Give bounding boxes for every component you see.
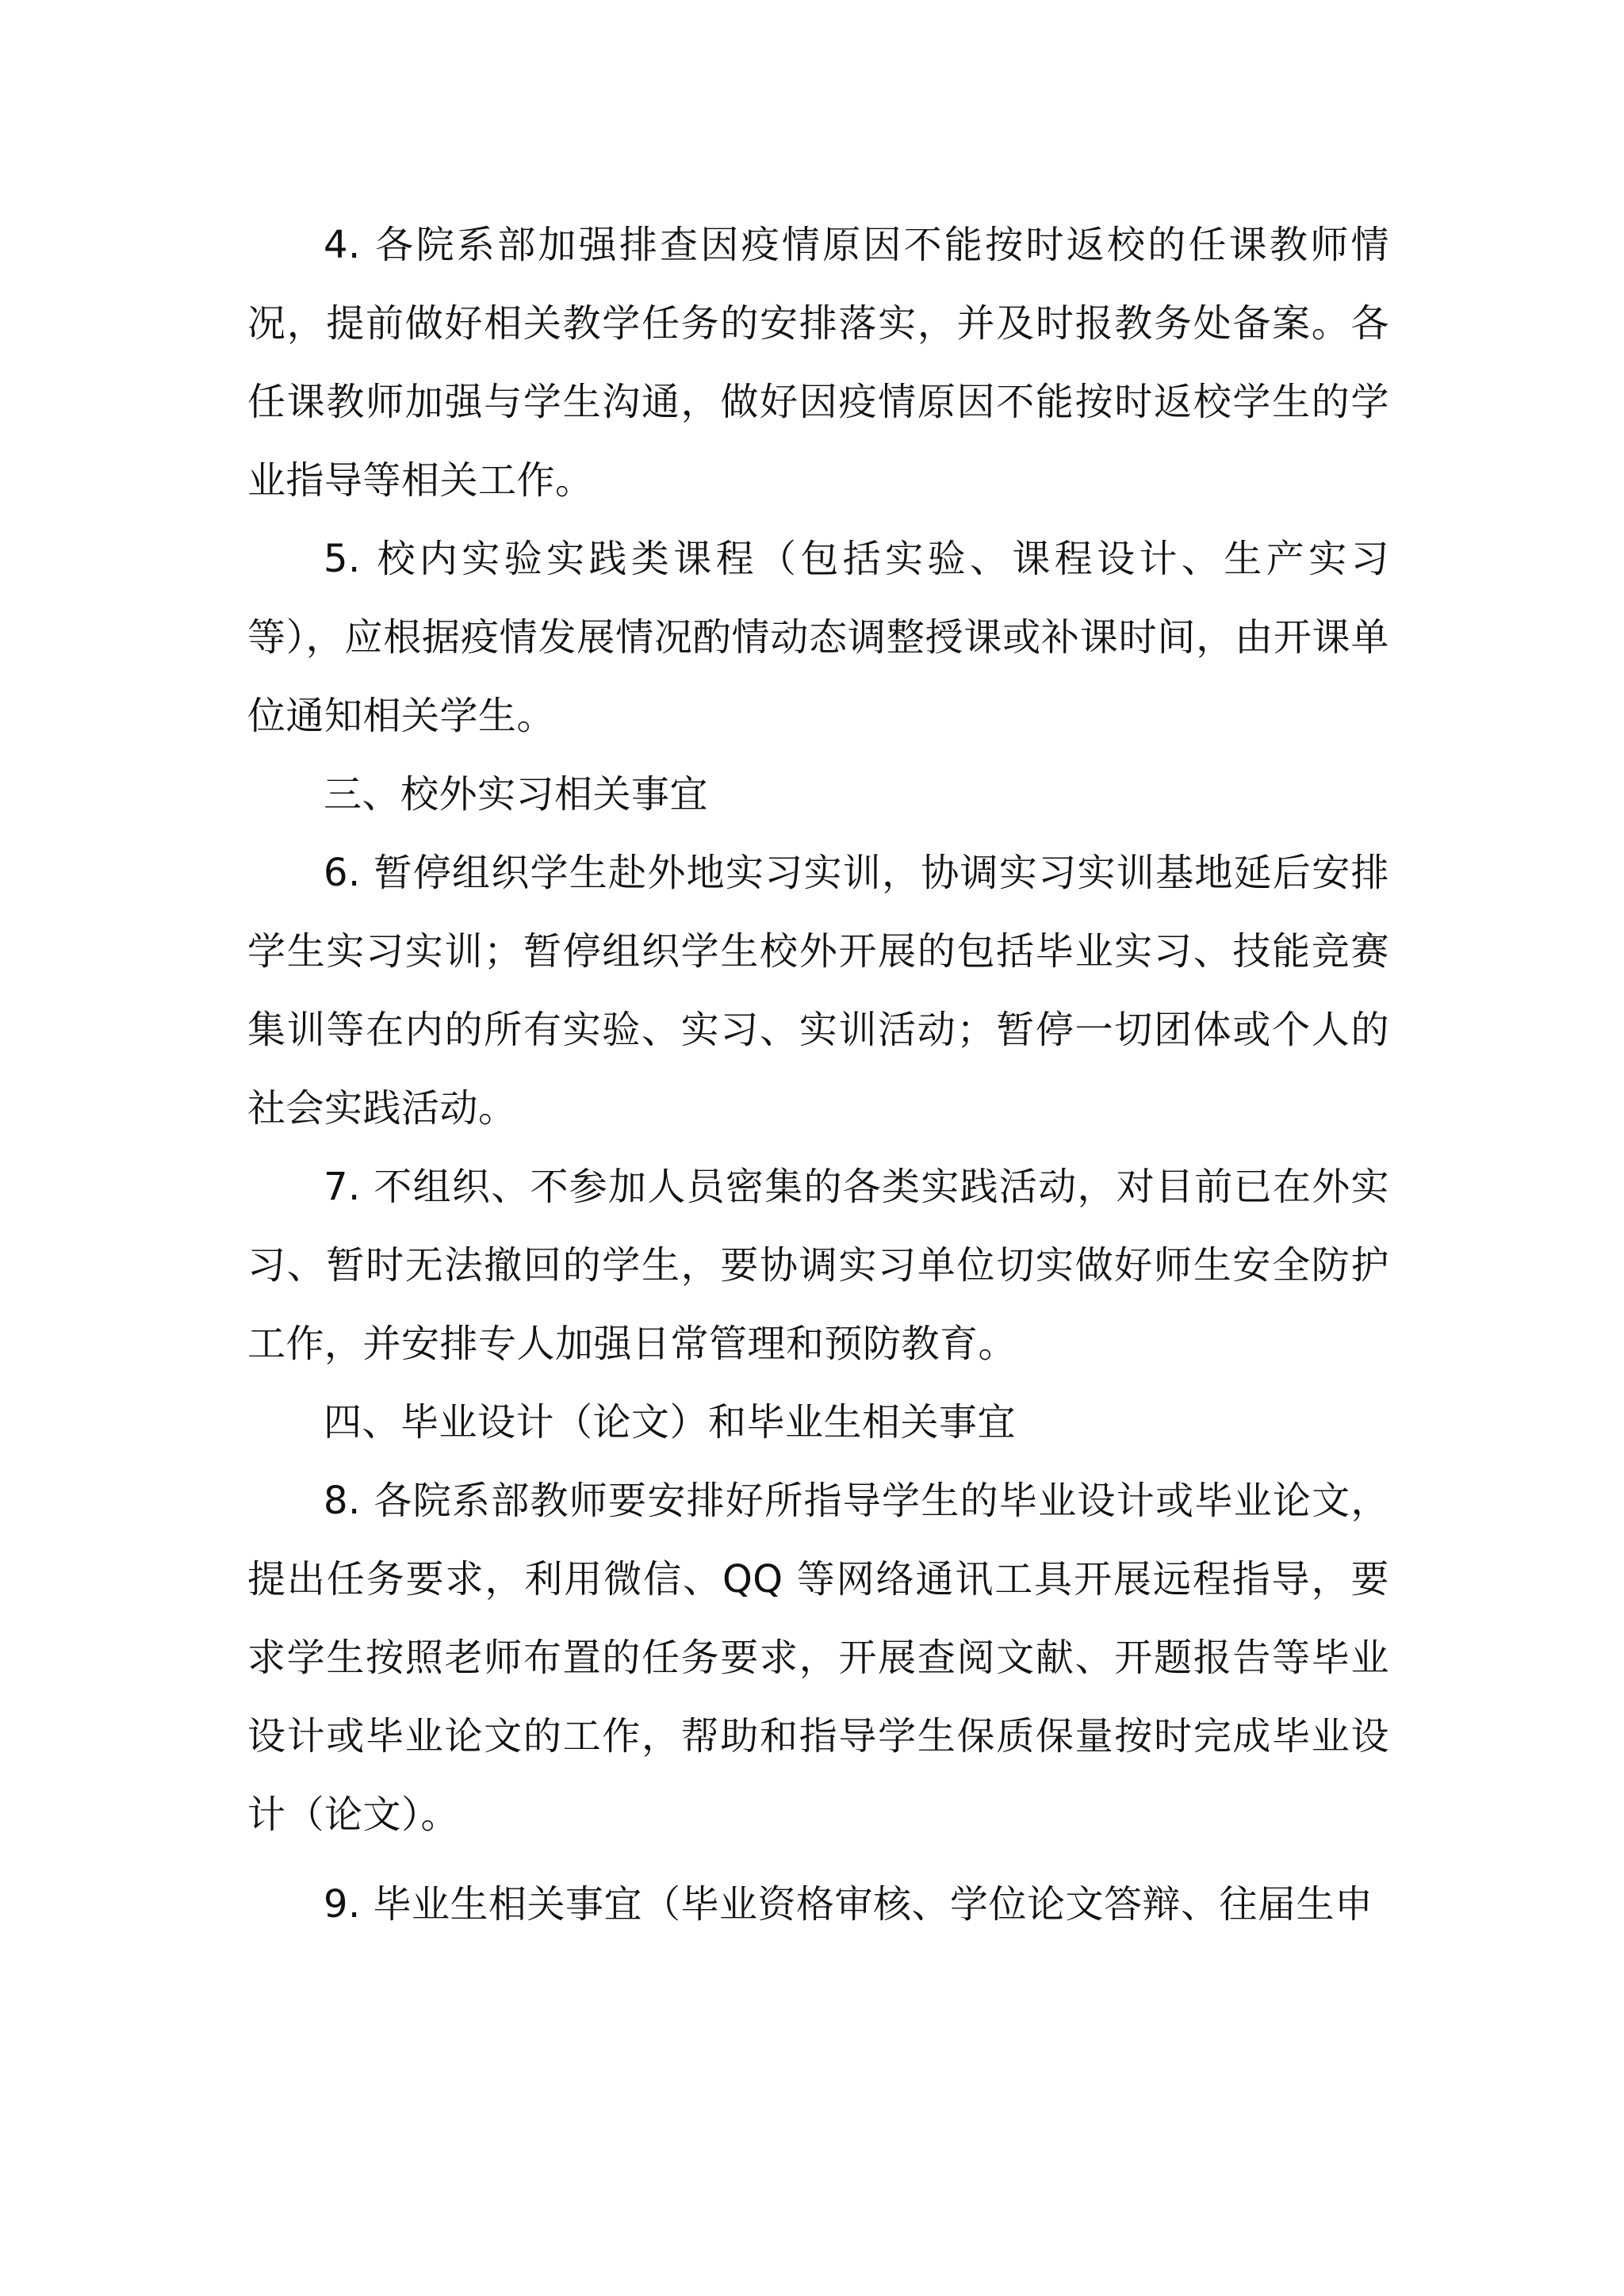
section-heading-3: 三、校外实习相关事宜 bbox=[324, 772, 709, 817]
document-body bbox=[247, 206, 1389, 1944]
paragraph-item-4: 4. 各院系部加强排查因疫情原因不能按时返校的任课教师情况，提前做好相关教学任务的安排落实，并及时报教务处备案。各任课教师加强与学生沟通，做好因疫情原因不能按时返校学生的学业指导等相关工作。 bbox=[247, 223, 1389, 503]
paragraph-item-8: 8. 各院系部教师要安排好所指导学生的毕业设计或毕业论文，提出任务要求，利用微信、QQ 等网络通讯工具开展远程指导，要求学生按照老师布置的任务要求，开展查阅文献、开题报告等毕业设计或毕业论文的工作，帮助和指导学生保质保量按时完成毕业设计（论文）。 bbox=[247, 1479, 1389, 1837]
paragraph-item-5: 5. 校内实验实践类课程（包括实验、课程设计、生产实习等），应根据疫情发展情况酌情动态调整授课或补课时间，由开课单位通知相关学生。 bbox=[247, 537, 1389, 738]
paragraph-item-9: 9. 毕业生相关事宜（毕业资格审核、学位论文答辩、往届生申 bbox=[324, 1882, 1373, 1927]
section-heading-4: 四、毕业设计（论文）和毕业生相关事宜 bbox=[324, 1400, 1017, 1445]
paragraph-item-7: 7. 不组织、不参加人员密集的各类实践活动，对目前已在外实习、暂时无法撤回的学生，要协调实习单位切实做好师生安全防护工作，并安排专人加强日常管理和预防教育。 bbox=[247, 1165, 1389, 1366]
paragraph-item-6: 6. 暂停组织学生赴外地实习实训，协调实习实训基地延后安排学生实习实训；暂停组织学生校外开展的包括毕业实习、技能竞赛集训等在内的所有实验、实习、实训活动；暂停一切团体或个人的社会实践活动。 bbox=[247, 851, 1389, 1131]
